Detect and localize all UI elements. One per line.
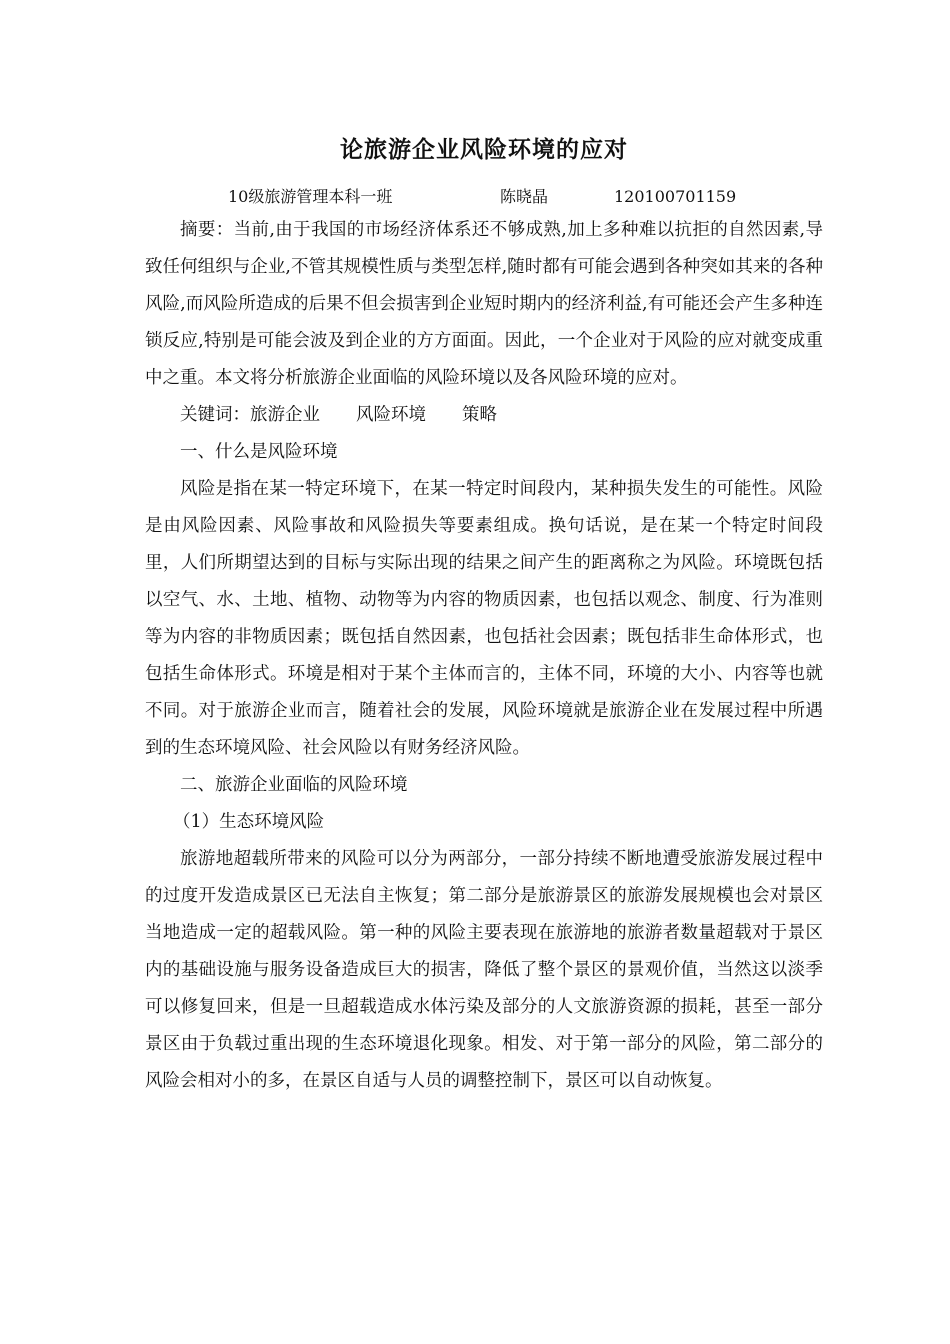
section-heading: 二、旅游企业面临的风险环境 bbox=[180, 775, 408, 795]
keywords-line bbox=[145, 397, 823, 434]
class-name: 10级旅游管理本科一班 bbox=[228, 187, 393, 206]
document-title: 论旅游企业风险环境的应对 bbox=[340, 137, 628, 163]
keywords-label: 关键词： bbox=[180, 405, 250, 425]
keyword-item: 风险环境 bbox=[356, 405, 426, 425]
keyword-item: 策略 bbox=[462, 405, 497, 425]
section-paragraph: 风险是指在某一特定环境下，在某一特定时间段内，某种损失发生的可能性。风险是由风险因素、风险事故和风险损失等要素组成。换句话说，是在某一个特定时间段里，人们所期望达到的目标与实际出现的结果之间产生的距离称之为风险。环境既包括以空气、水、土地、植物、动物等为内容的物质因素，也包括以观念、制度、行为准则等为内容的非物质因素；既包括自然因素，也包括社会因素；既包括非生命体形式，也包括生命体形式。环境是相对于某个主体而言的，主体不同，环境的大小、内容等也就不同。对于旅游企业而言，随着社会的发展，风险环境就是旅游企业在发展过程中所遇到的生态环境风险、社会风险以有财务经济风险。 bbox=[145, 479, 823, 758]
author-line bbox=[145, 184, 823, 210]
student-id: 120100701159 bbox=[614, 187, 737, 206]
document-page bbox=[145, 128, 823, 1100]
subsection-heading: （1）生态环境风险 bbox=[173, 812, 325, 832]
abstract-paragraph: 摘要：当前,由于我国的市场经济体系还不够成熟,加上多种难以抗拒的自然因素,导致任何组织与企业,不管其规模性质与类型怎样,随时都有可能会遇到各种突如其来的各种风险,而风险所造成的后果不但会损害到企业短时期内的经济利益,有可能还会产生多种连锁反应,特别是可能会波及到企业的方方面面。因此，一个企业对于风险的应对就变成重中之重。本文将分析旅游企业面临的风险环境以及各风险环境的应对。 bbox=[145, 220, 823, 388]
keyword-item: 旅游企业 bbox=[250, 405, 320, 425]
author-name: 陈晓晶 bbox=[500, 187, 549, 206]
section-heading: 一、什么是风险环境 bbox=[180, 442, 338, 462]
section-paragraph: 旅游地超载所带来的风险可以分为两部分，一部分持续不断地遭受旅游发展过程中的过度开发造成景区已无法自主恢复；第二部分是旅游景区的旅游发展规模也会对景区当地造成一定的超载风险。第一种的风险主要表现在旅游地的旅游者数量超载对于景区内的基础设施与服务设备造成巨大的损害，降低了整个景区的景观价值，当然这以淡季可以修复回来，但是一旦超载造成水体污染及部分的人文旅游资源的损耗，甚至一部分景区由于负载过重出现的生态环境退化现象。相发、对于第一部分的风险，第二部分的风险会相对小的多，在景区自适与人员的调整控制下，景区可以自动恢复。 bbox=[145, 849, 823, 1091]
